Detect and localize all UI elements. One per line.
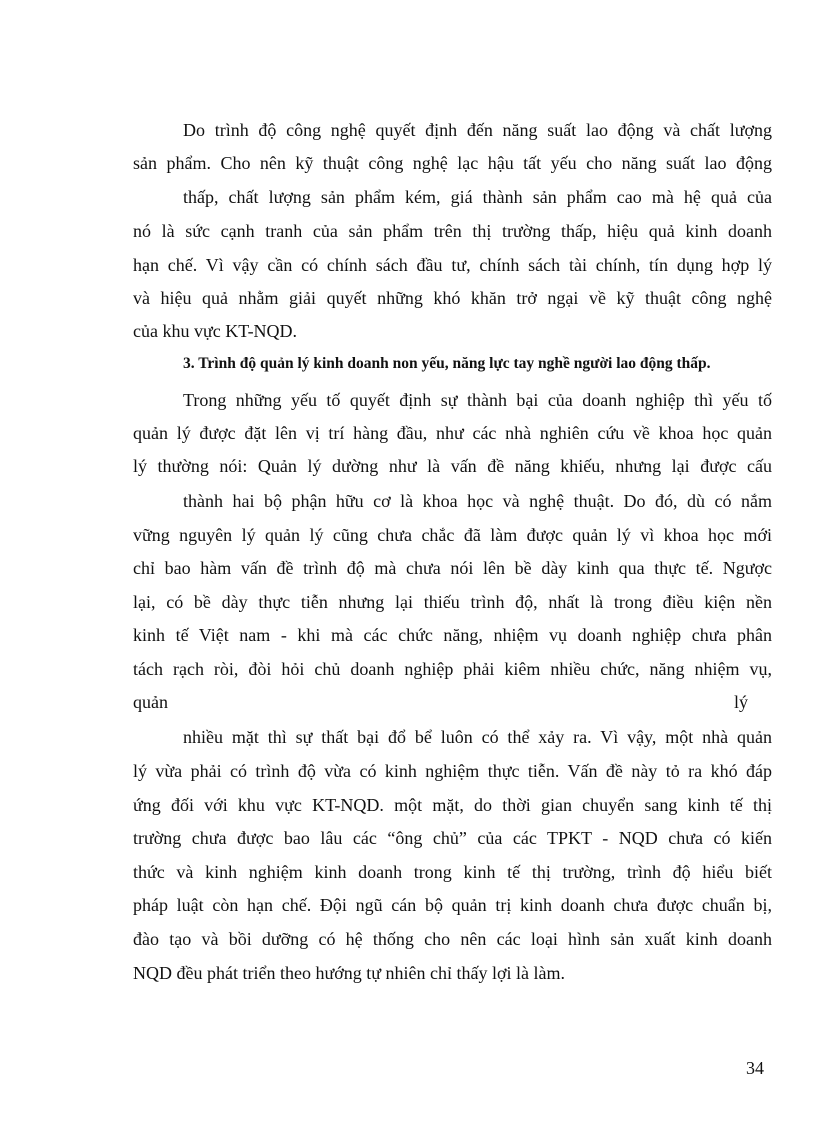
body-text-line: lý thường nói: Quản lý dường như là vấn đề năng khiếu, nhưng lại được cấu xyxy=(133,456,772,476)
body-text-line: lại, có bề dày thực tiễn nhưng lại thiếu trình độ, nhất là trong điều kiện nền xyxy=(133,592,772,612)
body-text-line: lý vừa phải có trình độ vừa có kinh nghiệm thực tiễn. Vấn đề này tỏ ra khó đáp xyxy=(133,761,772,781)
body-text-line: nhiều mặt thì sự thất bại đổ bể luôn có thể xảy ra. Vì vậy, một nhà quản xyxy=(183,727,772,747)
body-text-line: nó là sức cạnh tranh của sản phẩm trên thị trường thấp, hiệu quả kinh doanh xyxy=(133,221,772,241)
section-heading: 3. Trình độ quản lý kinh doanh non yếu, năng lực tay nghề người lao động thấp. xyxy=(183,355,711,372)
body-text-line: thức và kinh nghiệm kinh doanh trong kinh tế thị trường, trình độ hiểu biết xyxy=(133,862,772,882)
body-text-line: và hiệu quả nhằm giải quyết những khó khăn trở ngại về kỹ thuật công nghệ xyxy=(133,288,772,308)
body-text-line: chỉ bao hàm vấn đề trình độ mà chưa nói lên bề dày kinh qua thực tế. Ngược xyxy=(133,558,772,578)
body-text-line: tách rạch ròi, đòi hỏi chủ doanh nghiệp phải kiêm nhiều chức, năng nhiệm vụ, xyxy=(133,659,772,679)
split-line-left: quản xyxy=(133,692,168,712)
body-text-line: trường chưa được bao lâu các “ông chủ” của các TPKT - NQD chưa có kiến xyxy=(133,828,772,848)
body-text-line: Trong những yếu tố quyết định sự thành bại của doanh nghiệp thì yếu tố xyxy=(183,390,772,410)
body-text-line: vững nguyên lý quản lý cũng chưa chắc đã làm được quản lý vì khoa học mới xyxy=(133,525,772,545)
body-text-line: quản lý được đặt lên vị trí hàng đầu, như các nhà nghiên cứu về khoa học quản xyxy=(133,423,772,443)
body-text-line: pháp luật còn hạn chế. Đội ngũ cán bộ quản trị kinh doanh chưa được chuẩn bị, xyxy=(133,895,772,915)
body-text-line: hạn chế. Vì vậy cần có chính sách đầu tư, chính sách tài chính, tín dụng hợp lý xyxy=(133,255,772,275)
body-text-line: thành hai bộ phận hữu cơ là khoa học và nghệ thuật. Do đó, dù có nắm xyxy=(183,491,772,511)
body-text-line: của khu vực KT-NQD. xyxy=(133,321,298,341)
body-text-line: ứng đối với khu vực KT-NQD. một mặt, do thời gian chuyển sang kinh tế thị xyxy=(133,795,772,815)
split-line-right: lý xyxy=(734,692,749,712)
body-text-line: Do trình độ công nghệ quyết định đến năng suất lao động và chất lượng xyxy=(183,120,772,140)
body-text-line: kinh tế Việt nam - khi mà các chức năng, nhiệm vụ doanh nghiệp chưa phân xyxy=(133,625,772,645)
body-text-line: sản phẩm. Cho nên kỹ thuật công nghệ lạc hậu tất yếu cho năng suất lao động xyxy=(133,153,772,173)
body-text-line: thấp, chất lượng sản phẩm kém, giá thành sản phẩm cao mà hệ quả của xyxy=(183,187,772,207)
page-number: 34 xyxy=(746,1058,764,1078)
body-text-line: đào tạo và bồi dưỡng có hệ thống cho nên các loại hình sản xuất kinh doanh xyxy=(133,929,772,949)
body-text-line: NQD đều phát triển theo hướng tự nhiên chỉ thấy lợi là làm. xyxy=(133,963,565,983)
